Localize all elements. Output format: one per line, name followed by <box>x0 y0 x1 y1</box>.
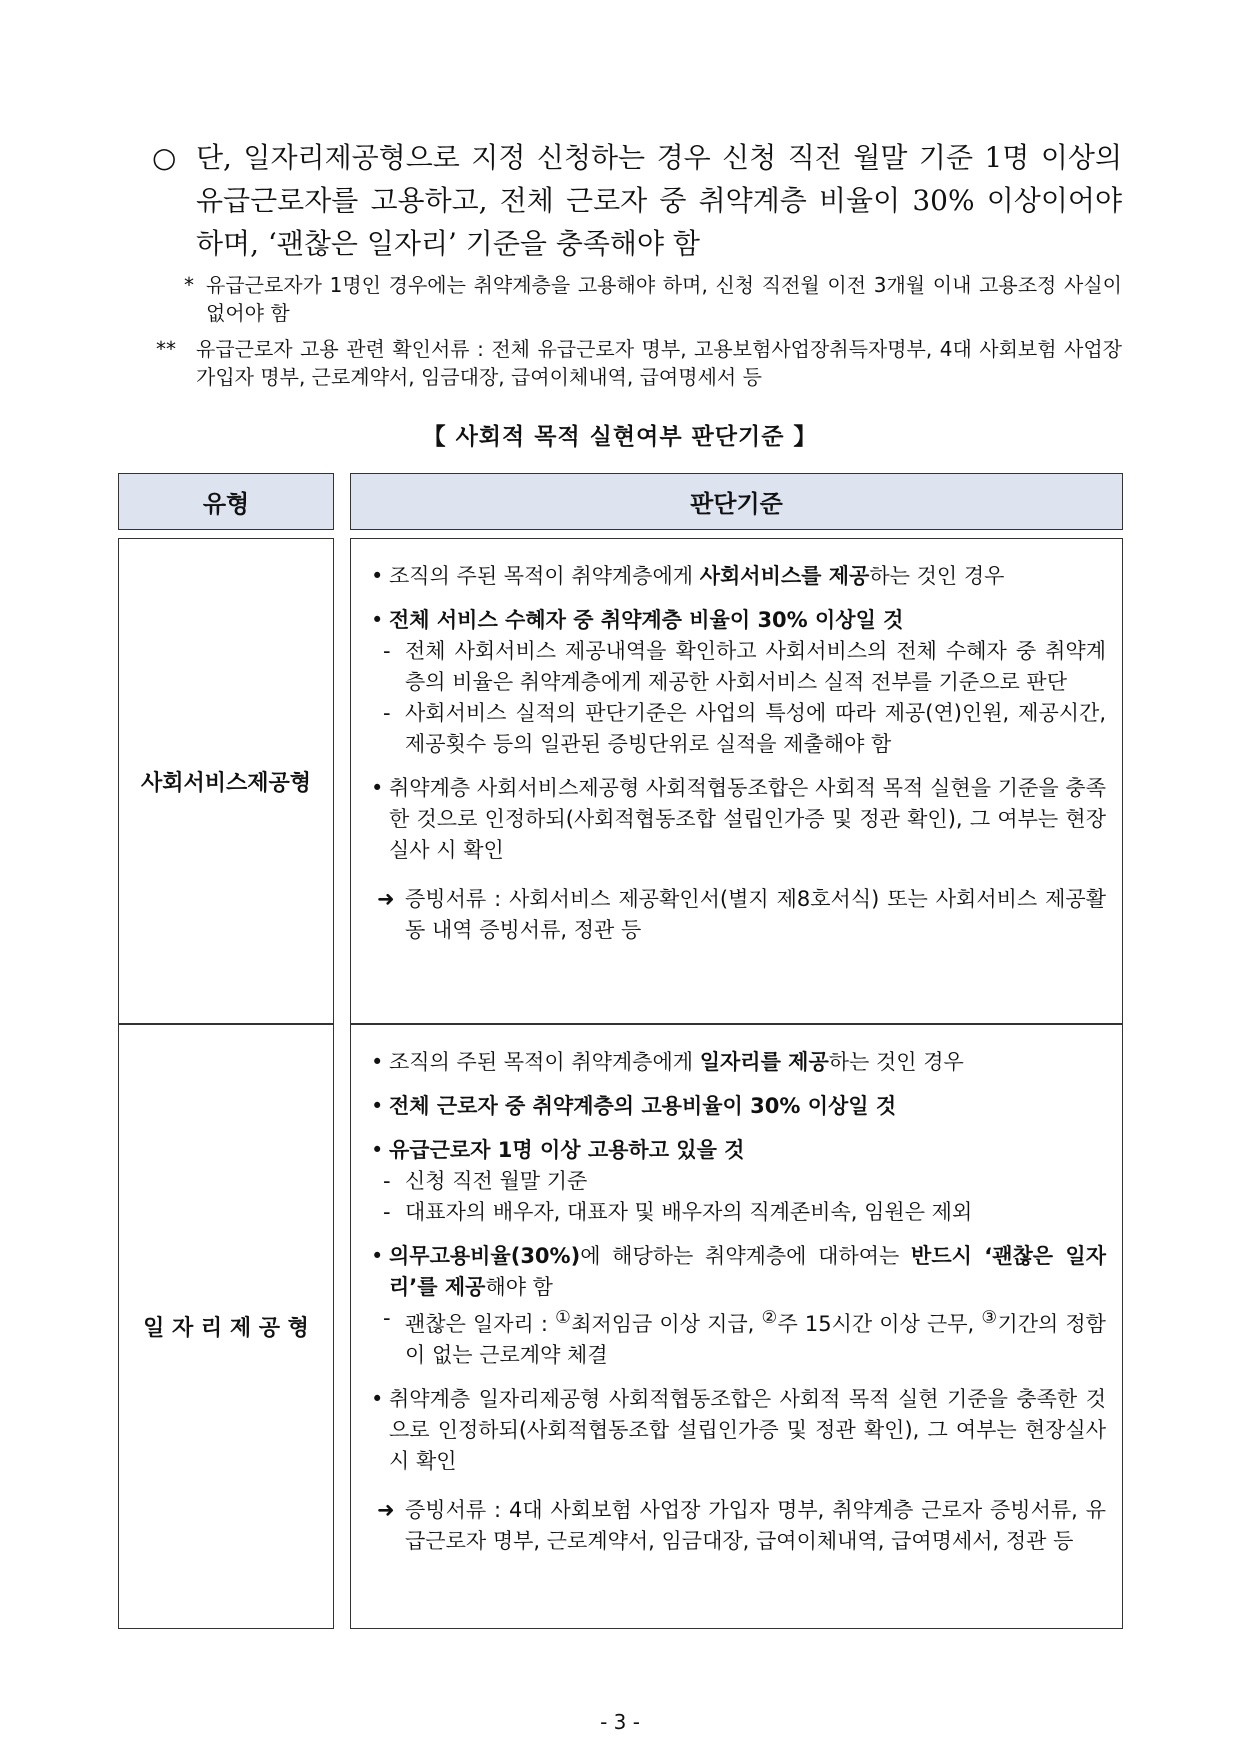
criterion-bullet: • 취약계층 일자리제공형 사회적협동조합은 사회적 목적 실현 기준을 충족한 것으로 인정하되(사회적협동조합 설립인가증 및 정관 확인), 그 여부는 현장실사 시 확인 <box>371 1384 1106 1477</box>
footnotes <box>152 271 1122 391</box>
criterion-bullet: • 전체 근로자 중 취약계층의 고용비율이 30% 이상일 것 <box>371 1091 1106 1122</box>
header-type: 유형 <box>118 473 334 530</box>
intro-text: 단, 일자리제공형으로 지정 신청하는 경우 신청 직전 월말 기준 1명 이상의 유급근로자를 고용하고, 전체 근로자 중 취약계층 비율이 30% 이상이어야 하며, ‘괜찮은 일자리’ 기준을 충족해야 함 <box>196 141 1122 260</box>
section-title: 【 사회적 목적 실현여부 판단기준 】 <box>422 424 818 450</box>
circle-bullet-icon: ○ <box>152 141 177 174</box>
criterion-bullet: • 전체 서비스 수혜자 중 취약계층 비율이 30% 이상일 것 <box>371 605 1106 636</box>
asterisk-mark: * <box>184 273 194 297</box>
criterion-bullet: • 의무고용비율(30%)에 해당하는 취약계층에 대하여는 반드시 ‘괜찮은 일자리’를 제공해야 함 <box>371 1241 1106 1303</box>
criterion-bullet: • 유급근로자 1명 이상 고용하고 있을 것 <box>371 1135 1106 1166</box>
footnote-1-text: 유급근로자가 1명인 경우에는 취약계층을 고용해야 하며, 신청 직전월 이전 3개월 이내 고용조정 사실이 없어야 함 <box>206 273 1122 325</box>
footnote-2 <box>152 335 1122 391</box>
criterion-detail: - 사회서비스 실적의 판단기준은 사업의 특성에 따라 제공(연)인원, 제공시간, 제공횟수 등의 일관된 증빙단위로 실적을 제출해야 함 <box>371 698 1106 760</box>
arrow-right-icon: ➜ <box>377 887 395 911</box>
header-criteria: 판단기준 <box>350 473 1123 530</box>
criterion-detail: - 전체 사회서비스 제공내역을 확인하고 사회서비스의 전체 수혜자 중 취약계층의 비율은 취약계층에게 제공한 사회서비스 실적 전부를 기준으로 판단 <box>371 636 1106 698</box>
criterion-detail: - 대표자의 배우자, 대표자 및 배우자의 직계존비속, 임원은 제외 <box>371 1197 1106 1228</box>
arrow-right-icon: ➜ <box>377 1498 395 1522</box>
criterion-bullet: • 조직의 주된 목적이 취약계층에게 일자리를 제공하는 것인 경우 <box>371 1047 1106 1078</box>
footnote-1 <box>152 271 1122 327</box>
row-criteria-social-service <box>350 538 1123 1024</box>
evidence-documents: ➜ 증빙서류 : 사회서비스 제공확인서(별지 제8호서식) 또는 사회서비스 제공활동 내역 증빙서류, 정관 등 <box>371 884 1106 946</box>
double-asterisk-mark: ** <box>156 337 176 361</box>
row-type-social-service: 사회서비스제공형 <box>118 538 334 1024</box>
criterion-bullet: • 조직의 주된 목적이 취약계층에게 사회서비스를 제공하는 것인 경우 <box>371 561 1106 592</box>
row-criteria-job-provision <box>350 1024 1123 1629</box>
evidence-documents: ➜ 증빙서류 : 4대 사회보험 사업장 가입자 명부, 취약계층 근로자 증빙서류, 유급근로자 명부, 근로계약서, 임금대장, 급여이체내역, 급여명세서, 정관 등 <box>371 1495 1106 1557</box>
page-number: - 3 - <box>600 1710 640 1734</box>
criterion-bullet: • 취약계층 사회서비스제공형 사회적협동조합은 사회적 목적 실현을 기준을 충족한 것으로 인정하되(사회적협동조합 설립인가증 및 정관 확인), 그 여부는 현장실사 시 확인 <box>371 773 1106 866</box>
criterion-detail: - 신청 직전 월말 기준 <box>371 1166 1106 1197</box>
criterion-detail: - 괜찮은 일자리 : ①최저임금 이상 지급, ②주 15시간 이상 근무, ③기간의 정함이 없는 근로계약 체결 <box>371 1303 1106 1371</box>
row-type-job-provision: 일 자 리 제 공 형 <box>118 1024 334 1629</box>
footnote-2-text: 유급근로자 고용 관련 확인서류 : 전체 유급근로자 명부, 고용보험사업장취득자명부, 4대 사회보험 사업장 가입자 명부, 근로계약서, 임금대장, 급여이체내역, 급여명세서 등 <box>196 337 1122 389</box>
intro-paragraph <box>152 136 1122 265</box>
